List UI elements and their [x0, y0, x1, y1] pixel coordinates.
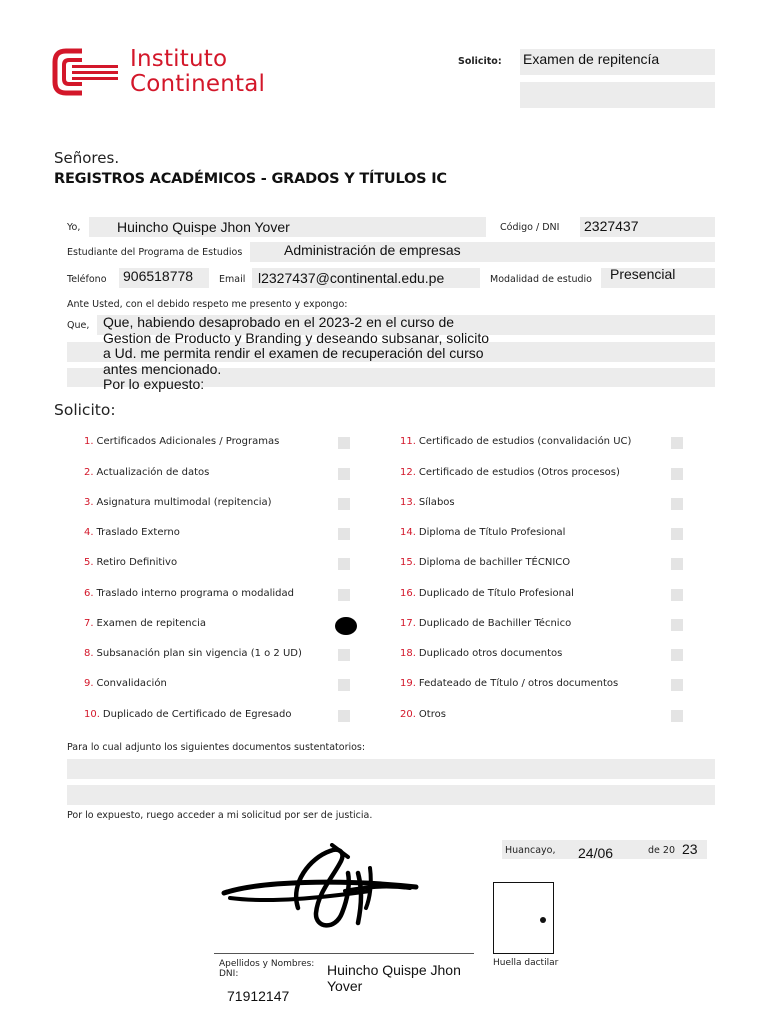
request-item-text: Subsanación plan sin vigencia (1 o 2 UD) — [96, 648, 302, 659]
solicito-header-label: Solicito: — [458, 56, 502, 67]
telefono-value: 906518778 — [123, 268, 194, 284]
request-item-number: 1. — [84, 436, 94, 447]
dni-label: DNI: — [219, 969, 239, 979]
request-item-text: Certificados Adicionales / Programas — [96, 436, 280, 447]
signature-line — [214, 953, 474, 954]
logo-line-2: Continental — [130, 71, 266, 97]
request-item-number: 10. — [84, 709, 100, 720]
solicito-header-field[interactable] — [520, 49, 715, 75]
que-line: a Ud. me permita rendir el examen de recuperación del curso — [103, 345, 484, 362]
right-request-checkbox[interactable] — [671, 468, 683, 480]
request-item-number: 9. — [84, 678, 94, 689]
request-item-label — [84, 648, 302, 659]
request-item-text: Duplicado otros documentos — [418, 648, 563, 659]
request-item-label — [84, 709, 292, 720]
attachments-label: Para lo cual adjunto los siguientes documentos sustentatorios: — [67, 742, 366, 753]
request-item-label — [400, 467, 620, 478]
request-item-text: Fedateado de Título / otros documentos — [418, 678, 619, 689]
modalidad-label: Modalidad de estudio — [490, 274, 592, 285]
city-label: Huancayo, — [505, 845, 556, 856]
request-item-label — [84, 497, 272, 508]
request-item-text: Duplicado de Título Profesional — [418, 588, 574, 599]
right-request-checkbox[interactable] — [671, 558, 683, 570]
right-request-checkbox[interactable] — [671, 498, 683, 510]
email-value: l2327437@continental.edu.pe — [258, 270, 445, 286]
request-item-label — [400, 436, 631, 447]
solicito-header-value: Examen de repitencía — [523, 51, 660, 67]
request-item-label — [84, 467, 209, 478]
right-request-checkbox[interactable] — [671, 528, 683, 540]
attachments-field-2[interactable] — [67, 785, 715, 805]
request-item-label — [400, 678, 618, 689]
request-item-text: Duplicado de Bachiller Técnico — [418, 618, 572, 629]
programa-label: Estudiante del Programa de Estudios — [67, 247, 243, 258]
left-request-checkbox[interactable] — [338, 528, 350, 540]
year-suffix[interactable]: 23 — [682, 841, 698, 857]
right-request-checkbox[interactable] — [671, 619, 683, 631]
request-item-number: 8. — [84, 648, 94, 659]
request-item-text: Sílabos — [418, 497, 455, 508]
email-label: Email — [219, 274, 246, 285]
programa-field[interactable] — [250, 242, 715, 262]
left-request-checkbox[interactable] — [338, 468, 350, 480]
request-item-label — [400, 618, 571, 629]
que-label: Que, — [67, 320, 90, 331]
closing-text: Por lo expuesto, ruego acceder a mi solicitud por ser de justicia. — [67, 810, 373, 821]
request-item-number: 17. — [400, 618, 416, 629]
request-item-text: Retiro Definitivo — [96, 557, 178, 568]
request-item-label — [400, 709, 446, 720]
request-item-text: Traslado Externo — [96, 527, 180, 538]
request-item-number: 4. — [84, 527, 94, 538]
request-item-number: 19. — [400, 678, 416, 689]
codigo-value: 2327437 — [584, 218, 639, 234]
request-item-number: 2. — [84, 467, 94, 478]
right-request-checkbox[interactable] — [671, 437, 683, 449]
request-item-number: 20. — [400, 709, 416, 720]
fingerprint-label: Huella dactilar — [493, 958, 559, 968]
names-label: Apellidos y Nombres: — [219, 959, 315, 969]
request-item-number: 12. — [400, 467, 416, 478]
request-item-number: 5. — [84, 557, 94, 568]
left-request-checkbox[interactable] — [338, 498, 350, 510]
check-mark-icon — [335, 617, 357, 635]
fingerprint-dot — [540, 917, 546, 923]
request-item-label — [84, 618, 206, 629]
que-line: Por lo expuesto: — [103, 376, 205, 393]
request-item-text: Certificado de estudios (Otros procesos) — [418, 467, 620, 478]
request-item-number: 15. — [400, 557, 416, 568]
yo-field[interactable] — [89, 217, 486, 237]
request-item-label — [84, 527, 180, 538]
ante-text: Ante Usted, con el debido respeto me presento y expongo: — [67, 299, 348, 310]
institute-logo-icon — [52, 48, 122, 96]
signature-image — [220, 843, 420, 938]
left-request-checkbox[interactable] — [338, 679, 350, 691]
attachments-field-1[interactable] — [67, 759, 715, 779]
request-item-label — [400, 648, 562, 659]
right-request-checkbox[interactable] — [671, 589, 683, 601]
right-request-checkbox[interactable] — [671, 649, 683, 661]
request-item-number: 13. — [400, 497, 416, 508]
telefono-label: Teléfono — [67, 274, 107, 285]
request-item-text: Diploma de Título Profesional — [418, 527, 566, 538]
request-item-label — [84, 678, 167, 689]
request-item-number: 11. — [400, 436, 416, 447]
signer-name-line-1[interactable]: Huincho Quispe Jhon — [327, 962, 461, 978]
programa-value: Administración de empresas — [284, 242, 461, 258]
email-field[interactable] — [252, 268, 480, 288]
request-item-label — [84, 436, 279, 447]
modalidad-field[interactable] — [601, 268, 715, 288]
right-request-checkbox[interactable] — [671, 710, 683, 722]
request-item-text: Examen de repitencia — [96, 618, 206, 629]
telefono-field[interactable] — [119, 268, 209, 288]
yo-label: Yo, — [67, 222, 81, 233]
left-request-checkbox[interactable] — [338, 589, 350, 601]
year-prefix: de 20 — [648, 845, 675, 856]
request-item-text: Convalidación — [96, 678, 167, 689]
request-item-text: Otros — [418, 709, 446, 720]
request-item-number: 3. — [84, 497, 94, 508]
codigo-field[interactable] — [580, 217, 715, 237]
que-text[interactable] — [103, 315, 489, 393]
left-request-checkbox[interactable] — [338, 619, 350, 631]
request-item-text: Duplicado de Certificado de Egresado — [102, 709, 292, 720]
request-item-label — [400, 497, 455, 508]
que-line: Gestion de Producto y Branding y deseando subsanar, solicito — [103, 329, 490, 346]
logo-line-1: Instituto — [130, 46, 228, 72]
request-item-text: Certificado de estudios (convalidación UC) — [418, 436, 632, 447]
solicito-header-field-2[interactable] — [520, 82, 715, 108]
request-item-text: Diploma de bachiller TÉCNICO — [418, 557, 571, 568]
left-request-checkbox[interactable] — [338, 710, 350, 722]
left-request-checkbox[interactable] — [338, 558, 350, 570]
solicito-title: Solicito: — [54, 401, 116, 419]
right-request-checkbox[interactable] — [671, 679, 683, 691]
que-line: Que, habiendo desaprobado en el 2023-2 en el curso de — [103, 314, 455, 330]
que-line: antes mencionado. — [103, 360, 222, 377]
signer-dni-value[interactable]: 71912147 — [227, 988, 290, 1004]
request-item-text: Asignatura multimodal (repitencia) — [96, 497, 272, 508]
signer-name-line-2[interactable]: Yover — [327, 978, 363, 994]
request-item-label — [400, 527, 565, 538]
fingerprint-box[interactable] — [493, 882, 554, 954]
office-title: REGISTROS ACADÉMICOS - GRADOS Y TÍTULOS IC — [54, 171, 447, 187]
request-item-text: Traslado interno programa o modalidad — [96, 588, 294, 599]
request-item-label — [84, 588, 294, 599]
request-item-label — [84, 557, 177, 568]
request-item-number: 16. — [400, 588, 416, 599]
request-item-label — [400, 588, 574, 599]
request-item-number: 7. — [84, 618, 94, 629]
left-request-checkbox[interactable] — [338, 649, 350, 661]
request-item-label — [400, 557, 570, 568]
left-request-checkbox[interactable] — [338, 437, 350, 449]
request-item-number: 14. — [400, 527, 416, 538]
greeting: Señores. — [54, 149, 120, 167]
modalidad-value: Presencial — [610, 266, 676, 282]
logo — [52, 48, 292, 98]
request-item-text: Actualización de datos — [96, 467, 210, 478]
yo-value: Huincho Quispe Jhon Yover — [117, 219, 290, 235]
request-item-number: 18. — [400, 648, 416, 659]
codigo-label: Código / DNI — [500, 222, 560, 233]
date-day-month[interactable]: 24/06 — [578, 845, 614, 861]
request-item-number: 6. — [84, 588, 94, 599]
